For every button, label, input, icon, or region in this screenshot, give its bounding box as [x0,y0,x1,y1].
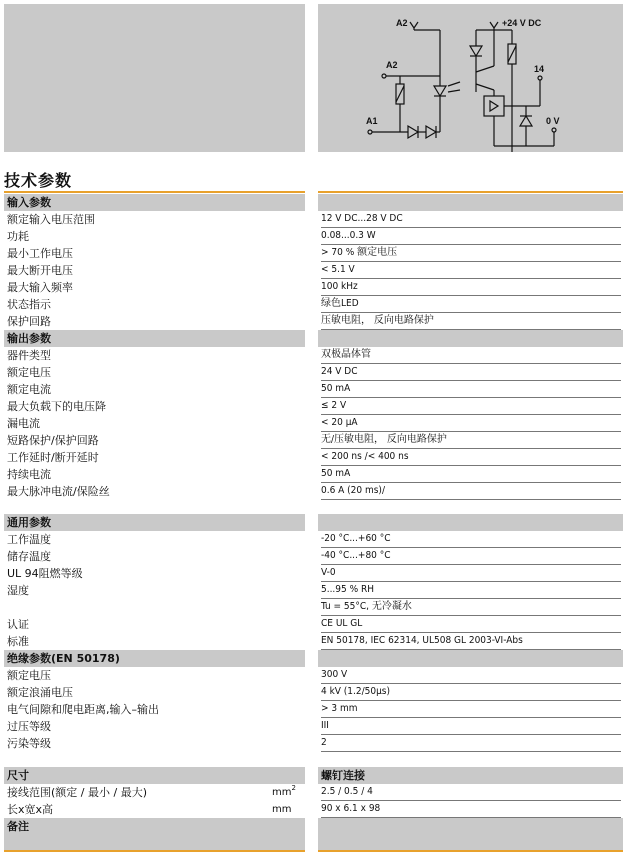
general-value: EN 50178, IEC 62314, UL508 GL 2003-VI-Abs [321,633,621,650]
insulation-label: 额定电压 [7,669,51,682]
general-value: CE UL GL [321,616,621,633]
dimensions-value: 2.5 / 0.5 / 4 [321,784,621,801]
section-header-input-right [318,194,623,211]
general-label: 标准 [7,635,29,648]
dimensions-label: 长x宽x高 [7,803,54,816]
input-value: 0.08...0.3 W [321,228,621,245]
general-value: Tu = 55°C, 无冷凝水 [321,599,621,616]
output-value: 无/压敏电阻， 反向电路保护 [321,432,621,449]
general-label: 工作温度 [7,533,51,546]
label-0v: 0 V [546,116,560,126]
section-header-output-right [318,330,623,347]
bottom-rule-left [4,850,305,852]
section-header-dimensions: 尺寸 [4,767,305,784]
general-value: 5...95 % RH [321,582,621,599]
dimensions-unit: mm [272,804,292,815]
output-value: 0.6 A (20 ms)/ [321,483,621,500]
input-value: 12 V DC...28 V DC [321,211,621,228]
insulation-label: 过压等级 [7,720,51,733]
input-label: 状态指示 [7,298,51,311]
input-value: < 5.1 V [321,262,621,279]
circuit-diagram-svg [318,4,623,152]
output-label: 短路保护/保护回路 [7,434,99,447]
insulation-label: 污染等级 [7,737,51,750]
dimensions-label: 接线范围(额定 / 最小 / 最大) [7,786,147,799]
general-label: 储存温度 [7,550,51,563]
label-24vdc: +24 V DC [502,18,542,28]
output-label: 器件类型 [7,349,51,362]
input-value: 绿色LED [321,296,621,313]
section-header-insulation-right [318,650,623,667]
label-a1: A1 [366,116,378,126]
title-rule-left [4,191,305,193]
insulation-value: III [321,718,621,735]
general-label: 湿度 [7,584,29,597]
input-value: > 70 % 额定电压 [321,245,621,262]
section-header-general-right [318,514,623,531]
dimensions-unit-text: mm [272,787,292,798]
notes-box-right [318,818,623,850]
input-label: 最大断开电压 [7,264,73,277]
input-label: 额定输入电压范围 [7,213,95,226]
output-label: 工作延时/断开延时 [7,451,99,464]
output-label: 漏电流 [7,417,40,430]
general-label [7,599,305,616]
section-header-screw-connection: 螺钉连接 [318,767,623,784]
output-value: 50 mA [321,381,621,398]
page-title: 技术参数 [4,171,73,190]
output-label: 额定电流 [7,383,51,396]
output-value: 24 V DC [321,364,621,381]
insulation-label: 额定浪涌电压 [7,686,73,699]
output-value: ≤ 2 V [321,398,621,415]
dimensions-value: 90 x 6.1 x 98 [321,801,621,818]
insulation-value: 4 kV (1.2/50µs) [321,684,621,701]
output-value: 50 mA [321,466,621,483]
insulation-value: 300 V [321,667,621,684]
section-header-input: 输入参数 [4,194,305,211]
circuit-diagram [318,4,623,152]
product-image-placeholder [4,4,305,152]
label-a2-mid: A2 [386,60,398,70]
output-label: 持续电流 [7,468,51,481]
input-label: 最大输入频率 [7,281,73,294]
input-label: 保护回路 [7,315,51,328]
section-header-output: 输出参数 [4,330,305,347]
output-label: 额定电压 [7,366,51,379]
output-label: 最大负载下的电压降 [7,400,106,413]
bottom-rule-right [318,850,623,852]
general-value: -20 °C...+60 °C [321,531,621,548]
input-label: 功耗 [7,230,29,243]
insulation-value: > 3 mm [321,701,621,718]
insulation-value: 2 [321,735,621,752]
output-value: 双极晶体管 [321,347,621,364]
general-label: 认证 [7,618,29,631]
input-value: 100 kHz [321,279,621,296]
notes-box [4,818,305,850]
output-value: < 20 µA [321,415,621,432]
dimensions-unit-sup: 2 [291,784,296,792]
label-a2-top: A2 [396,18,408,28]
input-value: 压敏电阻， 反向电路保护 [321,313,621,330]
section-header-insulation: 绝缘参数(EN 50178) [4,650,305,667]
general-label: UL 94阻燃等级 [7,567,83,580]
insulation-label: 电气间隙和爬电距离,输入–输出 [7,703,159,716]
label-14: 14 [534,64,545,74]
input-label: 最小工作电压 [7,247,73,260]
dimensions-unit [272,784,296,801]
title-rule-right [318,191,623,193]
output-label: 最大脉冲电流/保险丝 [7,485,110,498]
general-value: -40 °C...+80 °C [321,548,621,565]
section-header-general: 通用参数 [4,514,305,531]
general-value: V-0 [321,565,621,582]
notes-header: 备注 [7,820,29,833]
output-value: < 200 ns /< 400 ns [321,449,621,466]
